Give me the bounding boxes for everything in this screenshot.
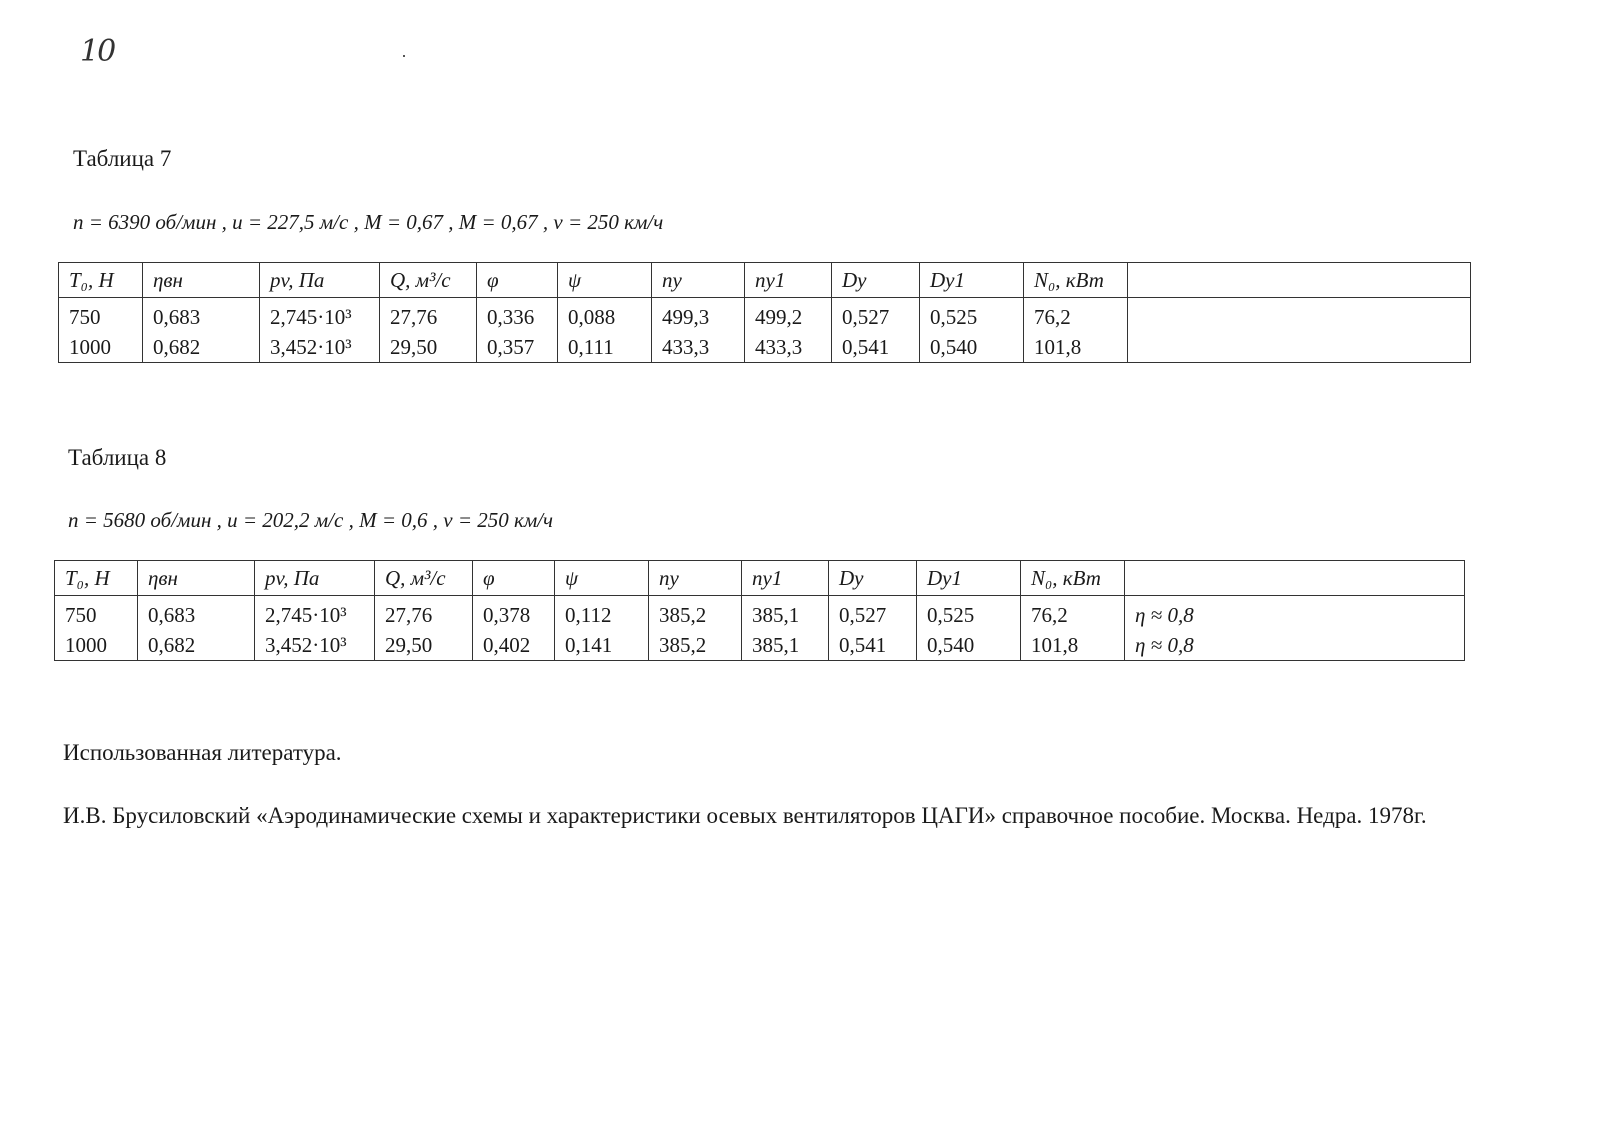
header-q: Q, м³/с	[380, 263, 477, 298]
cell: 0,541	[832, 332, 920, 363]
cell: 433,3	[745, 332, 832, 363]
cell: 385,1	[742, 596, 829, 631]
cell: 2,745·10³	[255, 596, 375, 631]
cell: 750	[55, 596, 138, 631]
table-row	[55, 596, 1465, 631]
scan-speck	[403, 55, 405, 57]
cell: 76,2	[1021, 596, 1125, 631]
header-ny: ny	[649, 561, 742, 596]
cell: 385,1	[742, 630, 829, 661]
cell: 1000	[55, 630, 138, 661]
cell: 1000	[59, 332, 143, 363]
table7	[58, 262, 1471, 363]
header-psi: ψ	[555, 561, 649, 596]
cell: 101,8	[1024, 332, 1128, 363]
cell: 0,141	[555, 630, 649, 661]
cell	[1128, 298, 1471, 333]
header-pv: pv, Па	[260, 263, 380, 298]
header-notes	[1125, 561, 1465, 596]
cell: 0,525	[917, 596, 1021, 631]
cell: 0,541	[829, 630, 917, 661]
cell: 750	[59, 298, 143, 333]
header-dy1: Dy1	[920, 263, 1024, 298]
cell: 2,745·10³	[260, 298, 380, 333]
cell: 0,111	[558, 332, 652, 363]
cell: 0,112	[555, 596, 649, 631]
cell: 499,2	[745, 298, 832, 333]
header-psi: ψ	[558, 263, 652, 298]
header-phi: φ	[473, 561, 555, 596]
header-ny: ny	[652, 263, 745, 298]
cell: 0,525	[920, 298, 1024, 333]
table-row	[59, 332, 1471, 363]
header-eta-vn: ηвн	[143, 263, 260, 298]
cell: 29,50	[380, 332, 477, 363]
cell	[1128, 332, 1471, 363]
cell: 0,527	[832, 298, 920, 333]
header-ny1: ny1	[745, 263, 832, 298]
cell: 385,2	[649, 630, 742, 661]
cell: 101,8	[1021, 630, 1125, 661]
header-t0: T₀, Н	[59, 263, 143, 298]
table7-header-row	[59, 263, 1471, 298]
header-q: Q, м³/с	[375, 561, 473, 596]
header-n0: N₀, кВт	[1021, 561, 1125, 596]
table7-params: n = 6390 об/мин , u = 227,5 м/с , M = 0,67 , M = 0,67 , v = 250 км/ч	[73, 210, 664, 234]
cell: 27,76	[375, 596, 473, 631]
table8-caption: Таблица 8	[68, 445, 167, 470]
table8-header-row	[55, 561, 1465, 596]
cell: 0,088	[558, 298, 652, 333]
table-row	[55, 630, 1465, 661]
cell: 29,50	[375, 630, 473, 661]
cell: 499,3	[652, 298, 745, 333]
header-notes	[1128, 263, 1471, 298]
table8-params: n = 5680 об/мин , u = 202,2 м/с , M = 0,6 , v = 250 км/ч	[68, 508, 554, 532]
cell: 0,357	[477, 332, 558, 363]
cell: 0,540	[917, 630, 1021, 661]
cell: 0,540	[920, 332, 1024, 363]
cell: 0,682	[143, 332, 260, 363]
efficiency-note: η ≈ 0,8	[1125, 596, 1465, 631]
cell: 3,452·10³	[260, 332, 380, 363]
table8	[54, 560, 1465, 661]
header-dy1: Dy1	[917, 561, 1021, 596]
table7-caption: Таблица 7	[73, 146, 172, 171]
cell: 385,2	[649, 596, 742, 631]
header-dy: Dy	[832, 263, 920, 298]
cell: 0,527	[829, 596, 917, 631]
header-ny1: ny1	[742, 561, 829, 596]
literature-heading: Использованная литература.	[63, 740, 342, 765]
cell: 0,682	[138, 630, 255, 661]
cell: 0,336	[477, 298, 558, 333]
cell: 3,452·10³	[255, 630, 375, 661]
cell: 0,402	[473, 630, 555, 661]
header-t0: T₀, Н	[55, 561, 138, 596]
header-n0: N₀, кВт	[1024, 263, 1128, 298]
literature-reference: И.В. Брусиловский «Аэродинамические схемы и характеристики осевых вентиляторов ЦАГИ» справочное пособие. Москва. Недра. 1978г.	[63, 803, 1427, 828]
cell: 0,378	[473, 596, 555, 631]
cell: 27,76	[380, 298, 477, 333]
cell: 0,683	[143, 298, 260, 333]
header-dy: Dy	[829, 561, 917, 596]
cell: 433,3	[652, 332, 745, 363]
cell: 76,2	[1024, 298, 1128, 333]
cell: 0,683	[138, 596, 255, 631]
header-eta-vn: ηвн	[138, 561, 255, 596]
handwritten-page-number: 10	[80, 34, 115, 69]
table-row	[59, 298, 1471, 333]
header-pv: pv, Па	[255, 561, 375, 596]
efficiency-note: η ≈ 0,8	[1125, 630, 1465, 661]
header-phi: φ	[477, 263, 558, 298]
